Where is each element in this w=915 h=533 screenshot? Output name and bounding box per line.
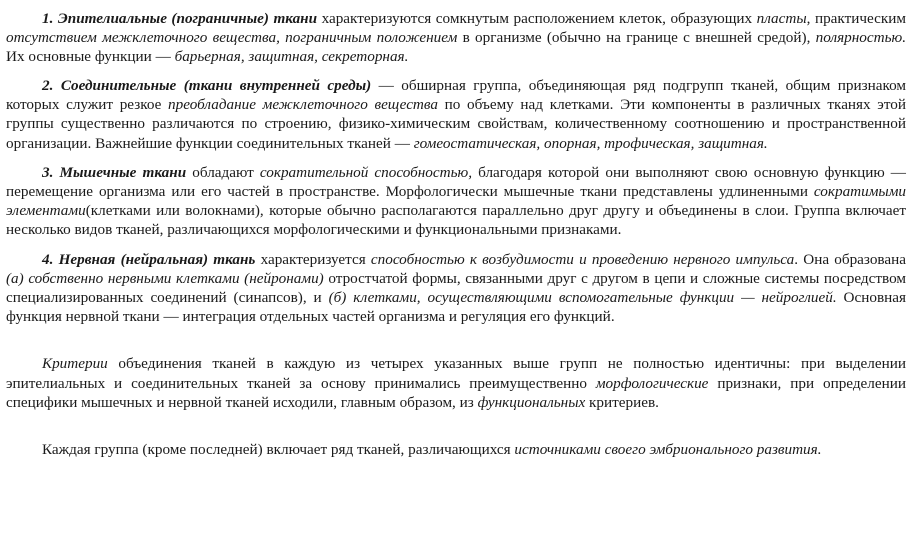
text-run: — обширная группа, объединяющая ряд подгрупп тканей, общим признаком которых служит резкое: [6, 77, 906, 114]
italic-run: функциональных: [477, 393, 586, 411]
paragraph-embryonic-origin: [6, 440, 906, 459]
paragraph-epithelial-tissue: [6, 9, 906, 66]
italic-run: гомеостатическая, опорная, трофическая, защитная.: [413, 134, 768, 152]
italic-run: отсутствием межклеточного вещества, пограничным положением: [6, 29, 458, 47]
text-run: , практическим: [806, 10, 906, 27]
text-run: по объему над клетками. Эти компоненты в различных тканях этой группы существенно различаются по строению, физико-химическим свойствам, количественному соотношению и пространственной организации. Важнейшие функции соединительных тканей —: [6, 96, 906, 152]
italic-run: источниками своего эмбрионального развития.: [514, 440, 822, 458]
heading-run: 2. Соединительные (ткани внутренней среды): [42, 77, 372, 95]
paragraph-grouping-criteria: [6, 354, 906, 411]
paragraph-muscle-tissue: [6, 163, 906, 239]
italic-run: (б) клетками, осуществляющими вспомогательные функции — нейроглией.: [328, 289, 837, 307]
italic-run: пласты: [756, 10, 807, 27]
italic-run: сократительной способностью,: [259, 163, 472, 181]
text-run: . Она образована: [794, 251, 906, 269]
italic-run: морфологические: [595, 374, 709, 392]
text-run: в организме (обычно на границе с внешней средой),: [457, 29, 816, 47]
paragraph-connective-tissue: [6, 76, 906, 152]
text-run: характеризуется: [255, 251, 371, 269]
text-run: благодаря которой они выполняют свою основную функцию — перемещение организма или его частей в пространстве. Морфологически мышечные ткани представлены удлиненными: [6, 163, 906, 200]
heading-run: 4. Нервная (нейральная) ткань: [42, 251, 256, 269]
italic-run: полярностью.: [815, 29, 906, 47]
text-run: обладают: [186, 163, 260, 181]
text-run: критериев.: [585, 393, 659, 411]
heading-run: 3. Мышечные ткани: [42, 163, 187, 181]
text-run: (клетками или волокнами), которые обычно располагаются параллельно друг другу и объединены в слои. Группа включает несколько видов тканей, различающихся морфологическими и функциональными признаками.: [6, 201, 906, 238]
heading-run: 1. Эпителиальные (пограничные) ткани: [42, 10, 318, 27]
italic-run: сократимыми элементами: [6, 182, 906, 219]
italic-run: (а) собственно нервными клетками (нейронами): [6, 270, 324, 288]
italic-run: преобладание межклеточного вещества: [168, 96, 438, 114]
text-run: Основная функция нервной ткани — интеграция отдельных частей организма и регуляция его функций.: [6, 289, 906, 326]
italic-run: способностью к возбудимости и проведению нервного импульса: [370, 251, 795, 269]
text-run: характеризуются сомкнутым расположением клеток, образующих: [317, 10, 757, 27]
italic-run: Критерии: [42, 355, 108, 373]
text-run: признаки, при определении специфики мышечных и нервной тканей исходили, главным образом, из: [6, 374, 907, 411]
italic-run: барьерная, защитная, секреторная.: [174, 48, 409, 66]
text-run: объединения тканей в каждую из четырех указанных выше групп не полностью идентичны: при выделении эпителиальных и соединительных тканей за основу принимались преимущественно: [6, 355, 906, 392]
paragraph-nervous-tissue: [6, 250, 906, 326]
text-run: Их основные функции —: [6, 48, 175, 66]
text-run: Каждая группа (кроме последней) включает ряд тканей, различающихся: [42, 440, 515, 458]
text-run: отростчатой формы, связанными друг с другом в цепи и сложные системы посредством специализированных соединений (синапсов), и: [6, 270, 906, 307]
